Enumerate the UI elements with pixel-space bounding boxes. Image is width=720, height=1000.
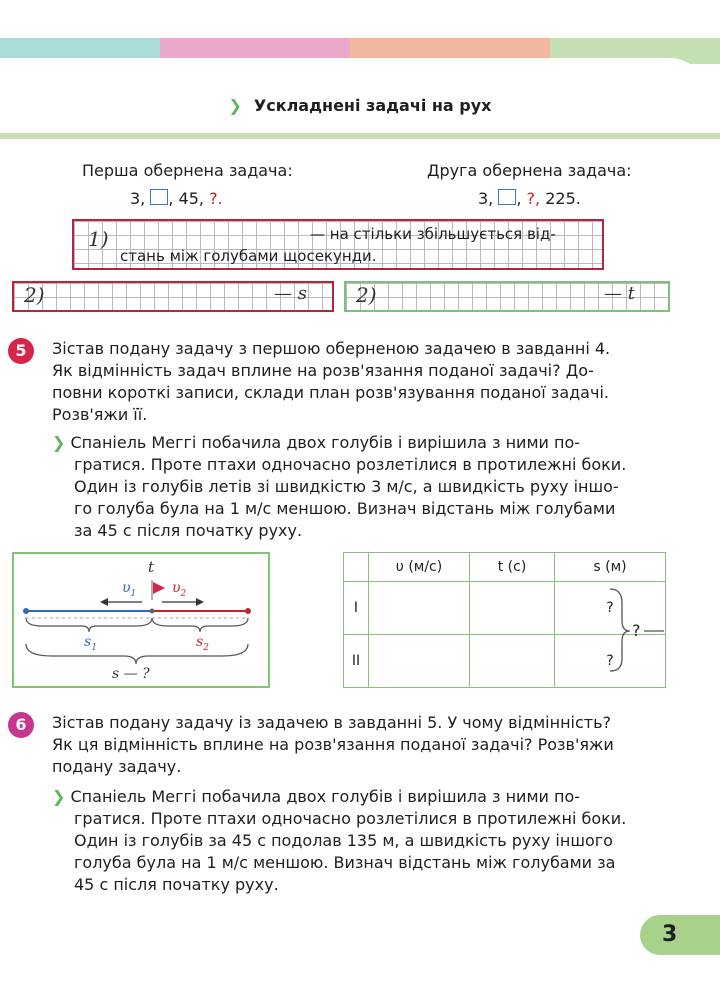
diagram-s1-label: $s_1$ (84, 634, 97, 653)
task5-problem: ❯ Спаніель Меггі побачила двох голубів і вирішила з ними по- гратися. Проте птахи одночасно розлетілися в протилежні боки. Один із голубів летів зі швидкістю 3 м/с, а швидкість руху іншо- го голуба була на 1 м/с меншою. Визнач відстань між голубами за 45 с після початку руху. (52, 433, 627, 540)
step1-line1: — на стільки збільшується від- (310, 225, 556, 243)
section-header (0, 96, 720, 115)
diagram-v2-label: $\upsilon_2$ (172, 580, 187, 599)
task-number-badge: 6 (8, 712, 34, 738)
chevron-right-icon: ❯ (52, 433, 66, 452)
empty-box-icon (498, 189, 516, 205)
step2-s-number: 2) (24, 283, 45, 307)
chevron-right-icon: ❯ (228, 96, 242, 115)
table-cell-input[interactable] (369, 582, 470, 635)
table-header-cell: υ (м/с) (369, 553, 470, 582)
table-row-label: І (344, 582, 369, 635)
task6-problem: ❯ Спаніель Меггі побачила двох голубів і вирішила з ними по- гратися. Проте птахи одночасно розлетілися в протилежні боки. Один із голубів за 45 с подолав 135 м, а швидкість руху іншого голуба була на 1 м/с меншою. Визнач відстань між голубами за 45 с після початку руху. (52, 787, 627, 894)
diagram-t-label: t (148, 558, 155, 576)
table-cell-input[interactable] (470, 635, 555, 688)
task6-instructions: Зістав подану задачу із задачею в завданні 5. У чому відмінність? Як ця відмінність вплине на розв'язання поданої задачі? Розв'яжи подану задачу. (52, 713, 614, 776)
page-number: 3 (640, 915, 720, 955)
table-corner-cell (344, 553, 369, 582)
step2-t-end: — t (604, 283, 635, 304)
table-cell-input[interactable]: ? (555, 582, 666, 635)
diagram-v1-label: $\upsilon_1$ (122, 580, 137, 599)
step2-t-number: 2) (356, 283, 377, 307)
step1-line2: стань між голубами щосекунди. (120, 247, 377, 265)
table-cell-input[interactable]: ? (555, 635, 666, 688)
table-header-row (344, 553, 666, 582)
motion-diagram (12, 552, 270, 688)
first-inverse-data: 3, , 45, ?. (130, 189, 223, 208)
empty-box-icon (150, 189, 168, 205)
table-header-cell: s (м) (555, 553, 666, 582)
second-inverse-label: Друга обернена задача: (427, 161, 632, 180)
table-row-label: ІІ (344, 635, 369, 688)
task5-instructions: Зістав подану задачу з першою оберненою задачею в завданні 4. Як відмінність задач вплине на розв'язання поданої задачі? До- повни короткі записи, склади план розв'язування поданої задачі. Розв'яжи її. (52, 339, 611, 424)
step1-number: 1) (88, 227, 109, 251)
chevron-right-icon: ❯ (52, 787, 66, 806)
first-inverse-label: Перша обернена задача: (82, 161, 293, 180)
table-cell-input[interactable] (470, 582, 555, 635)
diagram-total-label: s — ? (112, 666, 150, 682)
table-header-cell: t (с) (470, 553, 555, 582)
point-left (23, 608, 29, 614)
step2-s-end: — s (274, 283, 307, 304)
table-cell-input[interactable] (369, 635, 470, 688)
section-title: Ускладнені задачі на рух (253, 96, 492, 115)
task-number-badge: 5 (8, 338, 34, 364)
table-total: ? (632, 621, 641, 640)
point-start (150, 609, 155, 614)
point-right (245, 608, 251, 614)
header-divider (0, 133, 720, 139)
diagram-s2-label: $s_2$ (196, 634, 209, 653)
second-inverse-data: 3, , ?, 225. (478, 189, 581, 208)
